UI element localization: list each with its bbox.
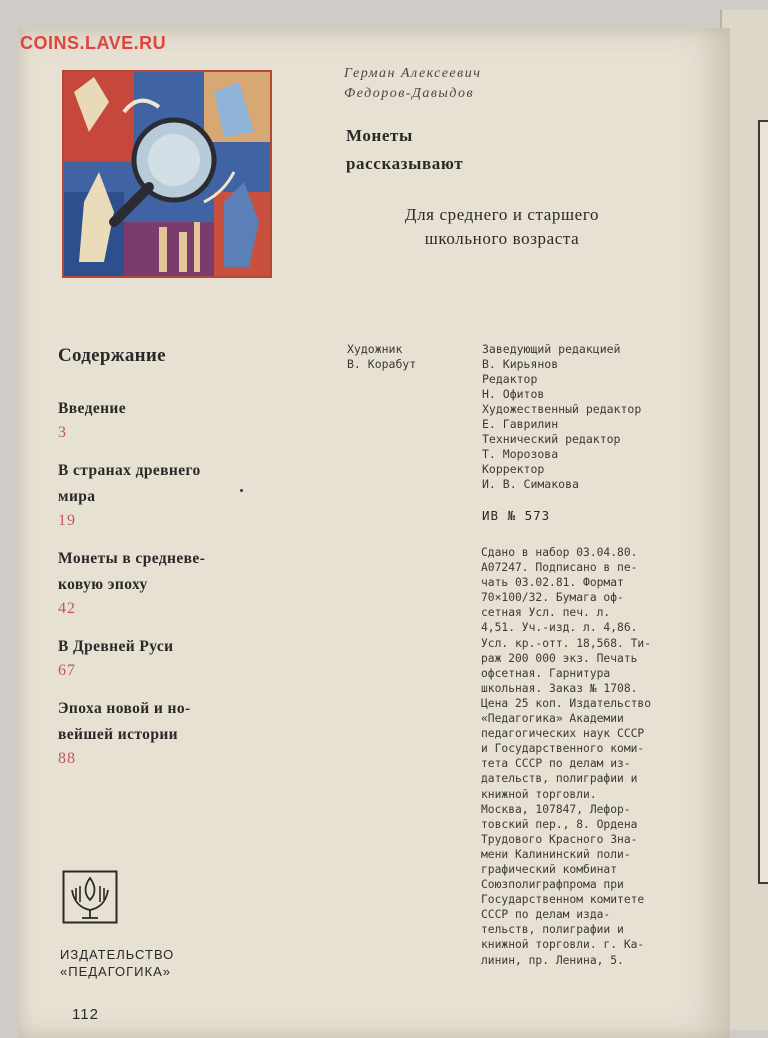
credit-line: В. Кирьянов — [482, 357, 559, 371]
imprint-line: чать 03.02.81. Формат — [481, 576, 624, 590]
imprint-line: книжной торговли. — [481, 787, 597, 801]
credit-line: Технический редактор — [482, 432, 621, 446]
imprint-line: мени Калининский поли- — [481, 847, 631, 861]
author-name — [344, 64, 481, 104]
imprint-line: 4,51. Уч.-изд. л. 4,86. — [481, 621, 638, 635]
table-of-contents — [58, 396, 288, 784]
imprint-block — [481, 545, 695, 968]
toc-entry-title-continued: вейшей истории — [58, 726, 179, 743]
credit-line: Заведующий редакцией — [482, 342, 621, 356]
cover-illustration — [62, 70, 272, 278]
illustrator-role: Художник — [347, 342, 403, 356]
toc-entry-middle-ages — [58, 546, 288, 620]
imprint-line: СССР по делам изда- — [481, 908, 611, 922]
imprint-line: тета СССР по делам из- — [481, 757, 631, 771]
toc-entry-title: Введение — [58, 400, 127, 417]
author-last-name: Федоров-Давыдов — [344, 86, 475, 101]
imprint-line: тельств, полиграфии и — [481, 923, 624, 937]
audience-note — [352, 203, 652, 251]
imprint-line: сетная Усл. печ. л. — [481, 606, 611, 620]
toc-entry-title: В Древней Руси — [58, 638, 174, 655]
credit-line: И. В. Симакова — [482, 477, 579, 491]
author-first-name: Герман Алексеевич — [344, 66, 482, 81]
imprint-line: Усл. кр.-отт. 18,568. Ти- — [481, 636, 652, 650]
imprint-line: Союзполиграфпрома при — [481, 878, 624, 892]
publisher-logo-icon — [62, 870, 118, 924]
illustrator-name: В. Корабут — [347, 357, 417, 371]
audience-line-2: школьного возраста — [424, 229, 580, 248]
credit-line: Е. Гаврилин — [482, 417, 559, 431]
imprint-line: товский пер., 8. Ордена — [481, 817, 638, 831]
imprint-line: Государственном комитете — [481, 893, 645, 907]
toc-entry-page: 3 — [58, 424, 67, 441]
imprint-line: А07247. Подписано в пе- — [481, 561, 638, 575]
toc-entry-page: 42 — [58, 600, 76, 617]
toc-entry-title: В странах древнего — [58, 462, 201, 479]
toc-entry-title: Эпоха новой и но- — [58, 700, 191, 717]
publisher-name — [60, 946, 174, 980]
illustrator-credit — [347, 342, 416, 372]
toc-heading: Содержание — [58, 345, 166, 366]
imprint-line: раж 200 000 экз. Печать — [481, 651, 638, 665]
editorial-credits — [482, 342, 641, 492]
imprint-line: педагогических наук СССР — [481, 727, 645, 741]
imprint-line: графический комбинат — [481, 862, 618, 876]
toc-entry-title: Монеты в средневе- — [58, 550, 206, 567]
imprint-line: линин, пр. Ленина, 5. — [481, 953, 624, 967]
imprint-line: офсетная. Гарнитура — [481, 666, 611, 680]
print-speck — [240, 489, 243, 492]
imprint-line: школьная. Заказ № 1708. — [481, 681, 638, 695]
toc-entry-page: 67 — [58, 662, 76, 679]
imprint-line: «Педагогика» Академии — [481, 712, 624, 726]
imprint-line: и Государственного коми- — [481, 742, 645, 756]
book-title — [346, 122, 463, 178]
publisher-line-2: «ПЕДАГОГИКА» — [60, 964, 171, 979]
book-title-line-1: Монеты — [346, 126, 413, 145]
toc-entry-title-continued: мира — [58, 488, 96, 505]
credit-line: Корректор — [482, 462, 545, 476]
imprint-line: дательств, полиграфии и — [481, 772, 638, 786]
toc-entry-ancient-rus — [58, 634, 288, 682]
imprint-line: 70×100/32. Бумага оф- — [481, 591, 624, 605]
toc-entry-introduction — [58, 396, 288, 444]
toc-entry-title-continued: ковую эпоху — [58, 576, 148, 593]
credit-line: Т. Морозова — [482, 447, 559, 461]
imprint-line: Сдано в набор 03.04.80. — [481, 546, 638, 559]
imprint-line: Цена 25 коп. Издательство — [481, 696, 652, 710]
watermark: COINS.LAVE.RU — [20, 33, 167, 53]
toc-entry-page: 19 — [58, 512, 76, 529]
toc-entry-modern-history — [58, 696, 288, 770]
page-number: 112 — [72, 1006, 99, 1023]
toc-entry-page: 88 — [58, 750, 76, 767]
book-title-line-2: рассказывают — [346, 154, 464, 173]
publisher-line-1: ИЗДАТЕЛЬСТВО — [60, 947, 175, 962]
credit-line: Н. Офитов — [482, 387, 545, 401]
credit-line: Редактор — [482, 372, 538, 386]
imprint-line: Трудового Красного Зна- — [481, 832, 638, 846]
cover-illustration-icon — [64, 72, 270, 276]
ib-number: ИВ № 573 — [482, 508, 551, 523]
imprint-line: книжной торговли. г. Ка- — [481, 938, 645, 952]
toc-entry-ancient-world — [58, 458, 288, 532]
credit-line: Художественный редактор — [482, 402, 642, 416]
publisher-logo — [62, 870, 118, 924]
imprint-line: Москва, 107847, Лефор- — [481, 802, 631, 816]
next-page-frame — [758, 120, 768, 884]
audience-line-1: Для среднего и старшего — [404, 205, 600, 224]
